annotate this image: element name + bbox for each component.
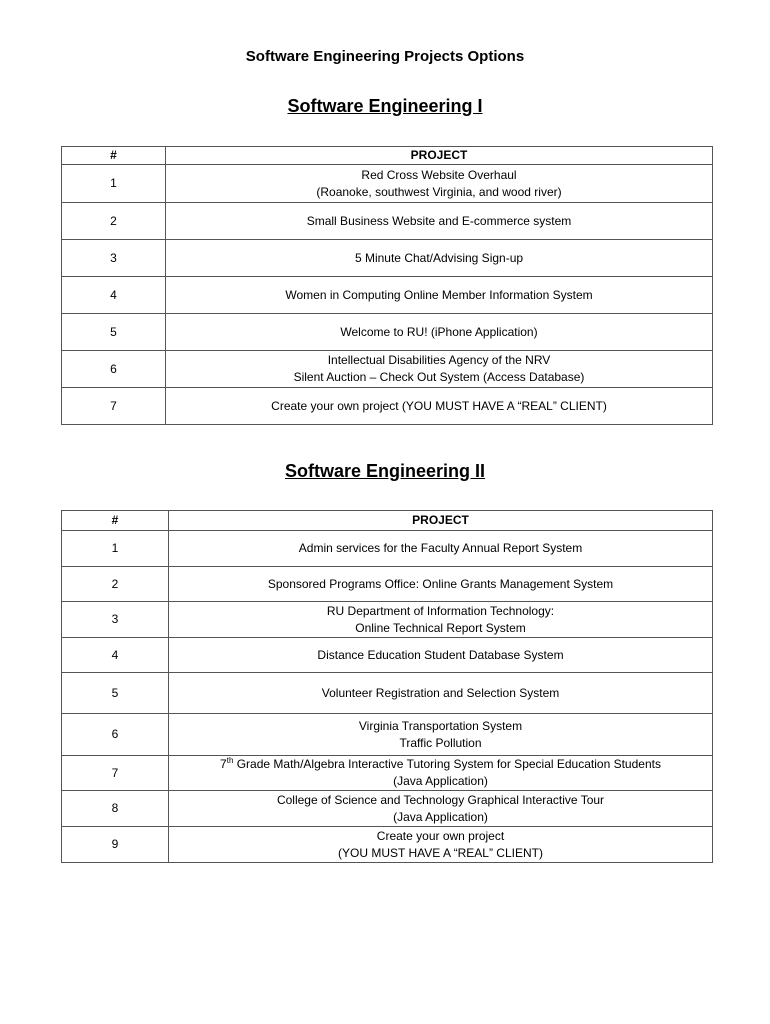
- project-cell: [166, 314, 713, 351]
- table-row: [62, 791, 713, 827]
- table-row: [62, 567, 713, 602]
- project-cell: [169, 602, 713, 638]
- table-row: [62, 827, 713, 863]
- table-header-row: [62, 511, 713, 531]
- document-title: Software Engineering Projects Options: [245, 48, 525, 65]
- row-number: 1: [62, 531, 169, 567]
- table-row: [62, 602, 713, 638]
- project-line: Distance Education Student Database System: [317, 647, 564, 662]
- project-cell: [166, 277, 713, 314]
- project-line: Volunteer Registration and Selection System: [321, 685, 560, 700]
- row-number: 4: [62, 638, 169, 673]
- project-line: Create your own project (YOU MUST HAVE A “REAL” CLIENT): [271, 398, 607, 413]
- project-cell: [169, 673, 713, 714]
- section-1-table: [61, 146, 713, 425]
- row-number: 2: [62, 203, 166, 240]
- project-line: RU Department of Information Technology:: [326, 603, 555, 618]
- table-row: [62, 638, 713, 673]
- table-row: [62, 351, 713, 388]
- table-row: [62, 388, 713, 425]
- project-line: Red Cross Website Overhaul: [361, 167, 517, 182]
- project-cell: [166, 240, 713, 277]
- project-cell: [169, 567, 713, 602]
- row-number: 7: [62, 756, 169, 791]
- row-number: 8: [62, 791, 169, 827]
- project-line: Small Business Website and E-commerce system: [306, 213, 572, 228]
- project-cell: [169, 791, 713, 827]
- project-cell: [166, 351, 713, 388]
- table-row: [62, 714, 713, 756]
- table-row: [62, 277, 713, 314]
- project-line: Silent Auction – Check Out System (Access Database): [293, 370, 585, 384]
- table-row: [62, 756, 713, 791]
- row-number: 5: [62, 673, 169, 714]
- header-project: PROJECT: [169, 511, 713, 531]
- table-row: [62, 531, 713, 567]
- row-number: 3: [62, 240, 166, 277]
- section-1-title: Software Engineering I: [287, 96, 483, 116]
- project-line: Admin services for the Faculty Annual Report System: [298, 541, 583, 555]
- project-line: Intellectual Disabilities Agency of the NRV: [327, 353, 551, 367]
- row-number: 5: [62, 314, 166, 351]
- project-line: (Java Application): [393, 774, 488, 788]
- project-line: (YOU MUST HAVE A “REAL” CLIENT): [338, 845, 543, 860]
- table-header-row: [62, 147, 713, 165]
- project-line: Virginia Transportation System: [358, 718, 523, 733]
- project-line: (Java Application): [393, 809, 488, 824]
- project-cell: [169, 756, 713, 791]
- project-cell: [169, 531, 713, 567]
- row-number: 1: [62, 165, 166, 203]
- project-cell: [169, 638, 713, 673]
- project-cell: [169, 827, 713, 863]
- table-row: [62, 314, 713, 351]
- row-number: 6: [62, 351, 166, 388]
- project-line: [173, 756, 708, 773]
- row-number: 6: [62, 714, 169, 756]
- project-line: Traffic Pollution: [399, 735, 482, 750]
- header-project: PROJECT: [166, 147, 713, 165]
- project-line-text: Grade Math/Algebra Interactive Tutoring System for Special Education Students: [233, 757, 661, 771]
- project-line: Online Technical Report System: [355, 620, 526, 635]
- table-row: [62, 203, 713, 240]
- section-2-table: [61, 510, 713, 863]
- project-line: 5 Minute Chat/Advising Sign-up: [354, 250, 524, 265]
- project-line: College of Science and Technology Graphical Interactive Tour: [276, 792, 605, 807]
- project-line: Women in Computing Online Member Information System: [285, 287, 593, 302]
- row-number: 7: [62, 388, 166, 425]
- header-number: #: [62, 147, 166, 165]
- table-row: [62, 165, 713, 203]
- project-line: (Roanoke, southwest Virginia, and wood river): [316, 184, 562, 199]
- row-number: 9: [62, 827, 169, 863]
- row-number: 2: [62, 567, 169, 602]
- row-number: 3: [62, 602, 169, 638]
- project-cell: [166, 388, 713, 425]
- project-cell: [166, 165, 713, 203]
- project-line: Sponsored Programs Office: Online Grants Management System: [267, 576, 614, 591]
- header-number: #: [62, 511, 169, 531]
- project-cell: [169, 714, 713, 756]
- project-line: Create your own project: [376, 828, 505, 843]
- grade-superscript: th: [226, 756, 234, 765]
- row-number: 4: [62, 277, 166, 314]
- project-line: Welcome to RU! (iPhone Application): [340, 324, 538, 339]
- section-2-title: Software Engineering II: [284, 461, 486, 481]
- grade-number: 7: [220, 757, 227, 771]
- project-cell: [166, 203, 713, 240]
- table-row: [62, 240, 713, 277]
- table-row: [62, 673, 713, 714]
